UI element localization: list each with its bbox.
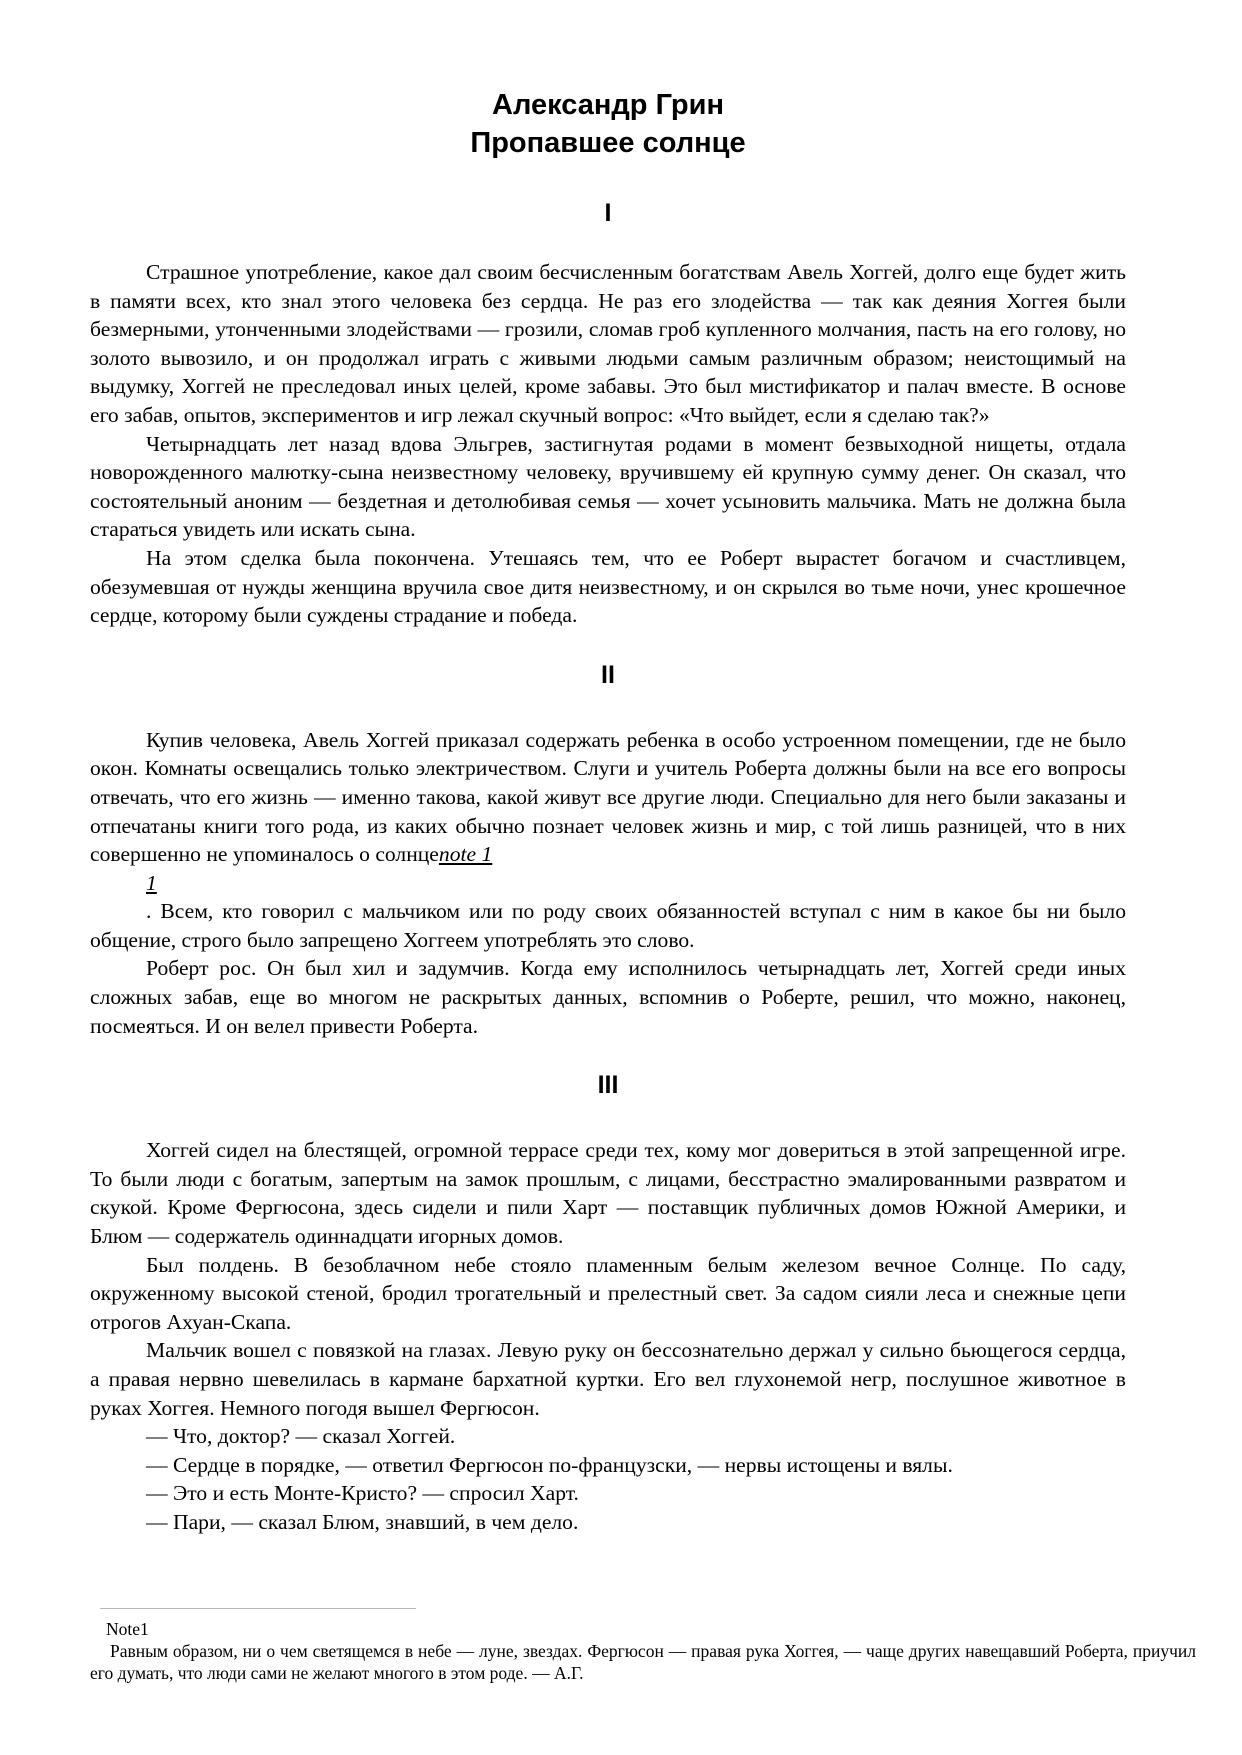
footnote-number-link[interactable]: 1	[146, 870, 157, 895]
chapter-heading-1: I	[604, 199, 612, 227]
paragraph: Был полдень. В безоблачном небе стояло пламенным белым железом вечное Солнце. По саду, окруженному высокой стеной, бродил трогательный и прелестный свет. За садом сияли леса и снежные цепи отрогов Ахуан-Скапа.	[90, 1252, 1126, 1334]
paragraph: Хоггей сидел на блестящей, огромной террасе среди тех, кому мог довериться в этой запрещенной игре. То были люди с богатым, запертым на замок прошлым, с лицами, бесстрастно эмалированными развратом и скукой. Кроме Фергюсона, здесь сидели и пили Харт — поставщик публичных домов Южной Америки, и Блюм — содержатель одиннадцати игорных домов.	[90, 1138, 1126, 1249]
dialogue-line: — Пари, — сказал Блюм, знавший, в чем дело.	[146, 1509, 579, 1534]
paragraph: На этом сделка была покончена. Утешаясь тем, что ее Роберт вырастет богачом и счастливцем, обезумевшая от нужды женщина вручила свое дитя неизвестному, и он скрылся во тьме ночи, унес крошечное сердце, которому были суждены страдание и победа.	[90, 545, 1126, 628]
dialogue-line: — Сердце в порядке, — ответил Фергюсон по-французски, — нервы истощены и вялы.	[146, 1452, 953, 1477]
footnote-text: Равным образом, ни о чем светящемся в небе — луне, звездах. Фергюсон — правая рука Хоггея, — чаще других навещавший Роберта, приучил его думать, что люди сами не желают многого в этом роде. — А.Г.	[90, 1641, 1196, 1683]
footnote-link[interactable]: note 1	[438, 842, 493, 867]
footnote-divider	[100, 1608, 416, 1609]
footnote-number-line	[90, 869, 1126, 898]
paragraph-text: Купив человека, Авель Хоггей приказал содержать ребенка в особо устроенном помещении, где не было окон. Комнаты освещались только электричеством. Слуги и учитель Роберта должны были на все его вопросы отвечать, что его жизнь — именно такова, какой живут все другие люди. Специально для него были заказаны и отпечатаны книги того рода, из каких обычно познает человек жизнь и мир, с той лишь разницей, что в них совершенно не упоминалось о солнце	[90, 727, 1126, 867]
chapter-heading-2: II	[601, 660, 615, 689]
paragraph	[90, 726, 1126, 869]
dialogue-line: — Что, доктор? — сказал Хоггей.	[146, 1424, 456, 1449]
footnote-label: Note1	[106, 1619, 149, 1639]
chapter-heading-3: III	[597, 1071, 619, 1100]
paragraph: Четырнадцать лет назад вдова Эльгрев, застигнутая родами в момент безвыходной нищеты, отдала новорожденного малютку-сына неизвестному человеку, вручившему ей крупную сумму денег. Он сказал, что состоятельный аноним — бездетная и детолюбивая семья — хочет усыновить мальчика. Мать не должна была стараться увидеть или искать сына.	[90, 431, 1126, 542]
dialogue-line: — Это и есть Монте-Кристо? — спросил Харт.	[146, 1481, 579, 1506]
paragraph: Роберт рос. Он был хил и задумчив. Когда ему исполнилось четырнадцать лет, Хоггей среди иных сложных забав, еще во многом не раскрытых данных, вспомнив о Роберте, решил, что можно, наконец, посмеяться. И он велел привести Роберта.	[90, 956, 1126, 1038]
paragraph: Страшное употребление, какое дал своим бесчисленным богатствам Авель Хоггей, долго еще будет жить в памяти всех, кто знал этого человека без сердца. Не раз его злодейства — так как деяния Хоггея были безмерными, утонченными злодействами — грозили, сломав гроб купленного молчания, пасть на его голову, но золото вывозило, и он продолжал играть с живыми людьми самым различным образом; неистощимый на выдумку, Хоггей не преследовал иных целей, кроме забавы. Это был мистификатор и палач вместе. В основе его забав, опытов, экспериментов и игр лежал скучный вопрос: «Что выйдет, если я сделаю так?»	[90, 260, 1126, 427]
author-name: Александр Грин	[492, 89, 724, 121]
footnote	[90, 1618, 1196, 1684]
story-title: Пропавшее солнце	[470, 127, 746, 159]
document-page	[90, 86, 1126, 1537]
paragraph: Мальчик вошел с повязкой на глазах. Левую руку он бессознательно держал у сильно бьющегося сердца, а правая нервно шевелилась в кармане бархатной куртки. Его вел глухонемой негр, послушное животное в руках Хоггея. Немного погодя вышел Фергюсон.	[90, 1338, 1126, 1420]
paragraph: . Всем, кто говорил с мальчиком или по роду своих обязанностей вступал с ним в какое бы ни было общение, строго было запрещено Хоггеем употреблять это слово.	[90, 899, 1126, 952]
